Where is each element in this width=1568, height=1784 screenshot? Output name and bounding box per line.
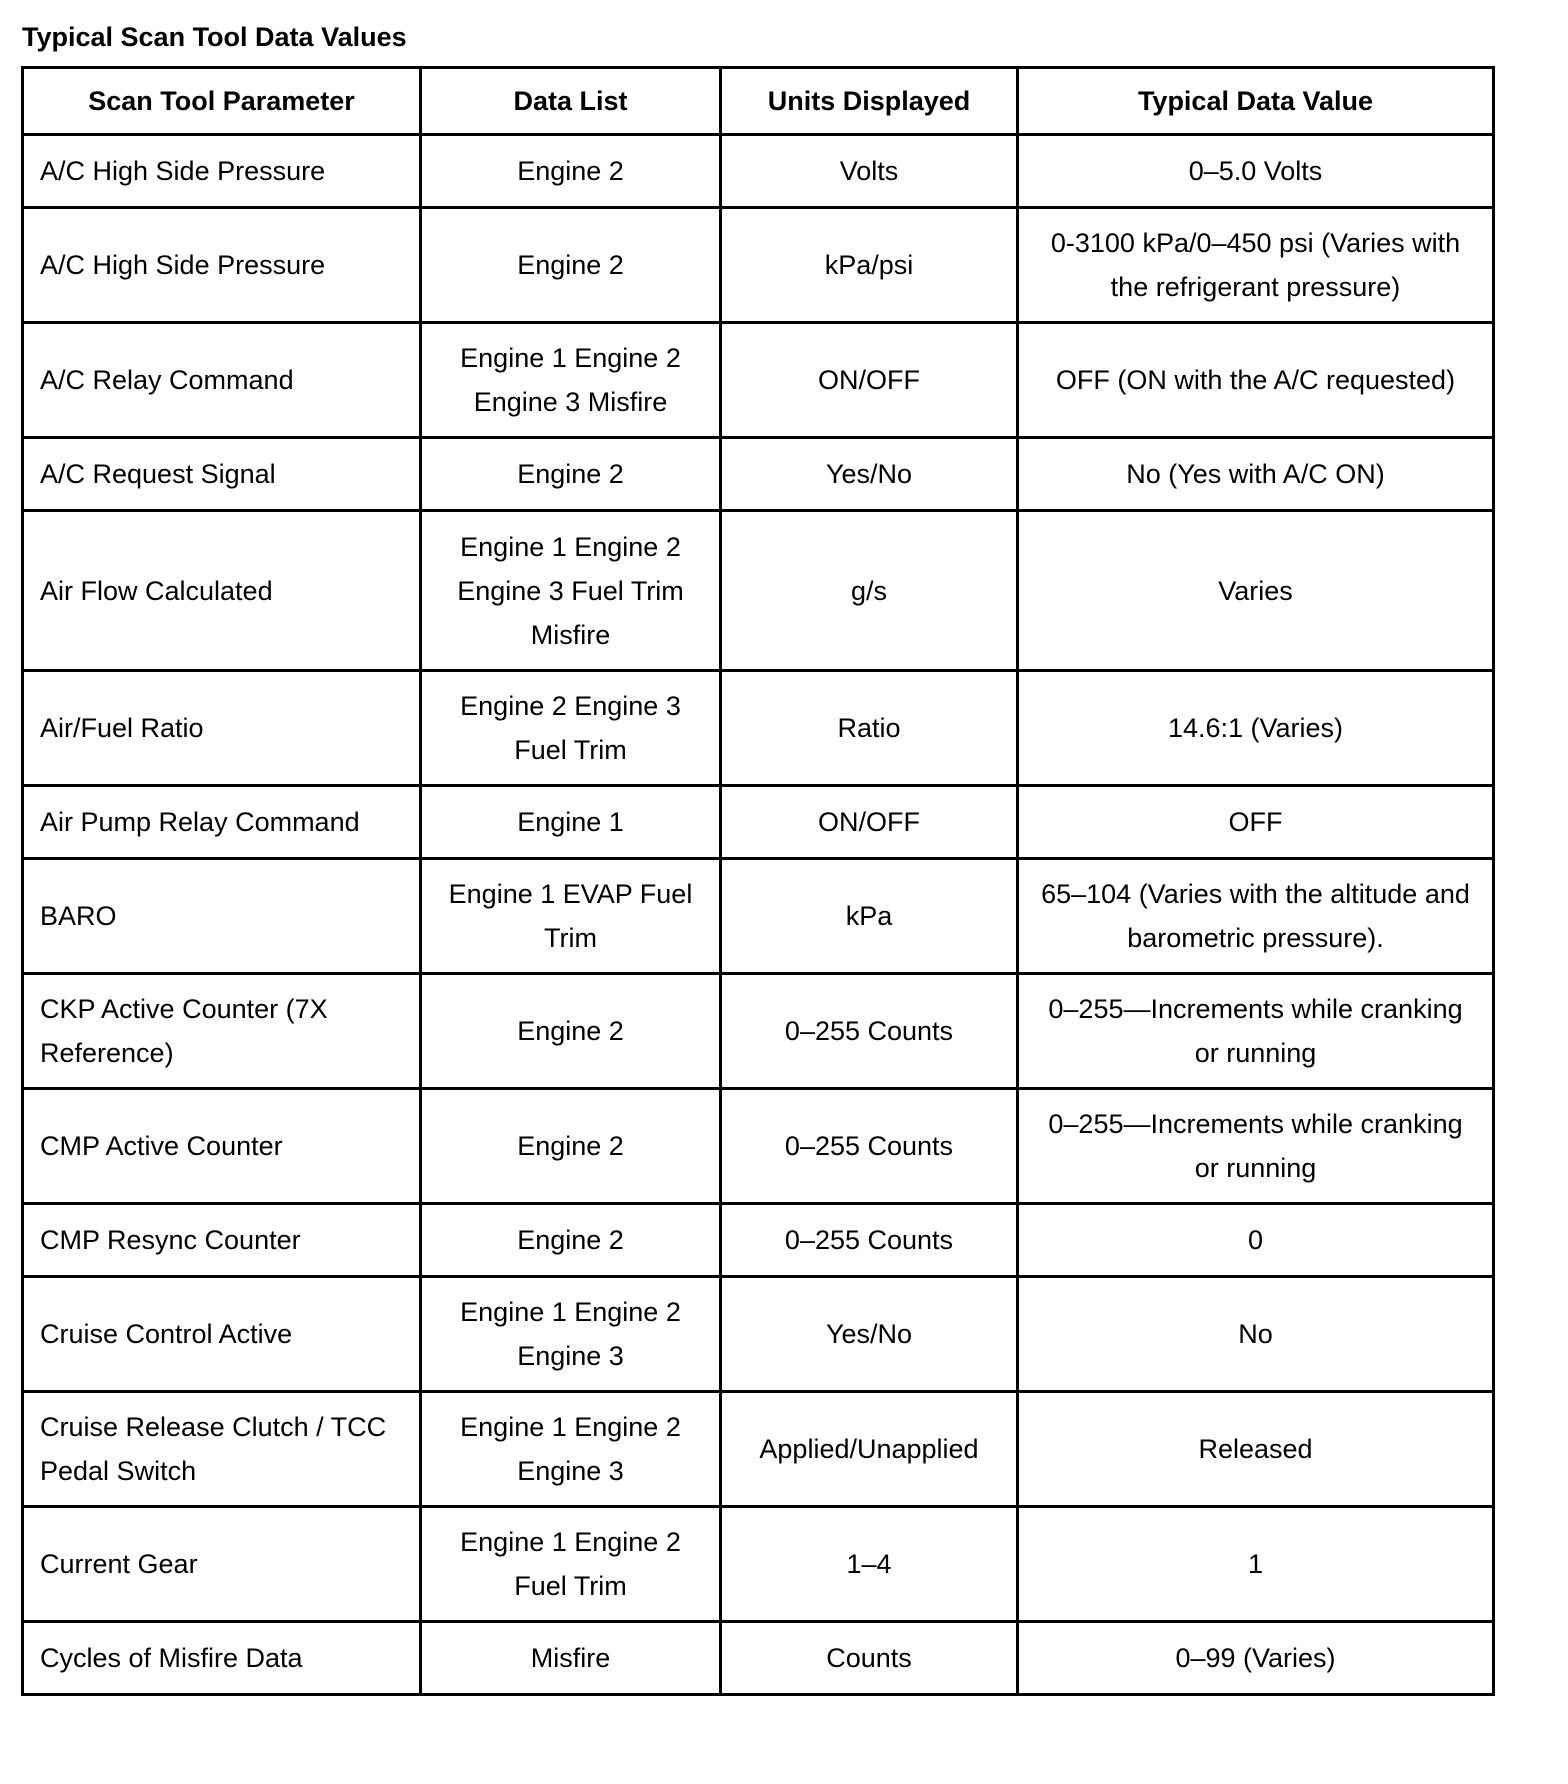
units-cell: Yes/No bbox=[721, 438, 1018, 511]
typical-value-cell: 1 bbox=[1018, 1507, 1494, 1622]
parameter-cell: Cruise Control Active bbox=[23, 1277, 421, 1392]
data-list-cell: Engine 2 bbox=[421, 135, 721, 208]
table-row bbox=[23, 1204, 1494, 1277]
table-row bbox=[23, 1277, 1494, 1392]
parameter-cell: Air Pump Relay Command bbox=[23, 786, 421, 859]
parameter-cell: A/C Request Signal bbox=[23, 438, 421, 511]
column-header-data-list: Data List bbox=[421, 68, 721, 135]
units-cell: ON/OFF bbox=[721, 323, 1018, 438]
units-cell: Counts bbox=[721, 1622, 1018, 1695]
data-list-cell: Misfire bbox=[421, 1622, 721, 1695]
table-row bbox=[23, 1089, 1494, 1204]
parameter-cell: A/C High Side Pressure bbox=[23, 135, 421, 208]
data-list-cell: Engine 2 bbox=[421, 1089, 721, 1204]
units-cell: Applied/Unapplied bbox=[721, 1392, 1018, 1507]
data-list-cell: Engine 2 bbox=[421, 1204, 721, 1277]
table-row bbox=[23, 1507, 1494, 1622]
table-header-row bbox=[23, 68, 1494, 135]
typical-value-cell: 65–104 (Varies with the altitude and barometric pressure). bbox=[1018, 859, 1494, 974]
units-cell: Volts bbox=[721, 135, 1018, 208]
typical-value-cell: 0-3100 kPa/0–450 psi (Varies with the refrigerant pressure) bbox=[1018, 208, 1494, 323]
data-list-cell: Engine 1 Engine 2 Fuel Trim bbox=[421, 1507, 721, 1622]
parameter-cell: A/C Relay Command bbox=[23, 323, 421, 438]
table-row bbox=[23, 671, 1494, 786]
data-list-cell: Engine 1 Engine 2 Engine 3 Misfire bbox=[421, 323, 721, 438]
parameter-cell: Cycles of Misfire Data bbox=[23, 1622, 421, 1695]
parameter-cell: CKP Active Counter (7X Reference) bbox=[23, 974, 421, 1089]
table-row bbox=[23, 323, 1494, 438]
units-cell: Ratio bbox=[721, 671, 1018, 786]
typical-value-cell: 0–5.0 Volts bbox=[1018, 135, 1494, 208]
typical-value-cell: 0 bbox=[1018, 1204, 1494, 1277]
typical-value-cell: 14.6:1 (Varies) bbox=[1018, 671, 1494, 786]
typical-value-cell: 0–255—Increments while cranking or running bbox=[1018, 974, 1494, 1089]
units-cell: 1–4 bbox=[721, 1507, 1018, 1622]
typical-value-cell: No (Yes with A/C ON) bbox=[1018, 438, 1494, 511]
scan-tool-data-table bbox=[21, 66, 1495, 1696]
parameter-cell: Air Flow Calculated bbox=[23, 511, 421, 671]
column-header-units: Units Displayed bbox=[721, 68, 1018, 135]
parameter-cell: Cruise Release Clutch / TCC Pedal Switch bbox=[23, 1392, 421, 1507]
units-cell: ON/OFF bbox=[721, 786, 1018, 859]
data-list-cell: Engine 2 Engine 3 Fuel Trim bbox=[421, 671, 721, 786]
table-row bbox=[23, 135, 1494, 208]
table-row bbox=[23, 974, 1494, 1089]
data-list-cell: Engine 1 Engine 2 Engine 3 bbox=[421, 1392, 721, 1507]
typical-value-cell: OFF (ON with the A/C requested) bbox=[1018, 323, 1494, 438]
typical-value-cell: 0–255—Increments while cranking or running bbox=[1018, 1089, 1494, 1204]
data-list-cell: Engine 2 bbox=[421, 974, 721, 1089]
typical-value-cell: 0–99 (Varies) bbox=[1018, 1622, 1494, 1695]
table-row bbox=[23, 438, 1494, 511]
units-cell: 0–255 Counts bbox=[721, 1204, 1018, 1277]
column-header-typical-value: Typical Data Value bbox=[1018, 68, 1494, 135]
table-row bbox=[23, 1392, 1494, 1507]
parameter-cell: CMP Active Counter bbox=[23, 1089, 421, 1204]
data-list-cell: Engine 2 bbox=[421, 438, 721, 511]
parameter-cell: CMP Resync Counter bbox=[23, 1204, 421, 1277]
table-row bbox=[23, 859, 1494, 974]
data-list-cell: Engine 1 Engine 2 Engine 3 bbox=[421, 1277, 721, 1392]
parameter-cell: Current Gear bbox=[23, 1507, 421, 1622]
table-row bbox=[23, 1622, 1494, 1695]
data-list-cell: Engine 2 bbox=[421, 208, 721, 323]
units-cell: 0–255 Counts bbox=[721, 1089, 1018, 1204]
page-title: Typical Scan Tool Data Values bbox=[22, 22, 407, 52]
typical-value-cell: No bbox=[1018, 1277, 1494, 1392]
table-row bbox=[23, 786, 1494, 859]
table-row bbox=[23, 208, 1494, 323]
typical-value-cell: Released bbox=[1018, 1392, 1494, 1507]
typical-value-cell: OFF bbox=[1018, 786, 1494, 859]
parameter-cell: Air/Fuel Ratio bbox=[23, 671, 421, 786]
parameter-cell: A/C High Side Pressure bbox=[23, 208, 421, 323]
data-list-cell: Engine 1 EVAP Fuel Trim bbox=[421, 859, 721, 974]
column-header-parameter: Scan Tool Parameter bbox=[23, 68, 421, 135]
units-cell: kPa bbox=[721, 859, 1018, 974]
data-list-cell: Engine 1 bbox=[421, 786, 721, 859]
typical-value-cell: Varies bbox=[1018, 511, 1494, 671]
data-list-cell: Engine 1 Engine 2 Engine 3 Fuel Trim Misfire bbox=[421, 511, 721, 671]
parameter-cell: BARO bbox=[23, 859, 421, 974]
units-cell: Yes/No bbox=[721, 1277, 1018, 1392]
units-cell: g/s bbox=[721, 511, 1018, 671]
units-cell: 0–255 Counts bbox=[721, 974, 1018, 1089]
table-row bbox=[23, 511, 1494, 671]
units-cell: kPa/psi bbox=[721, 208, 1018, 323]
